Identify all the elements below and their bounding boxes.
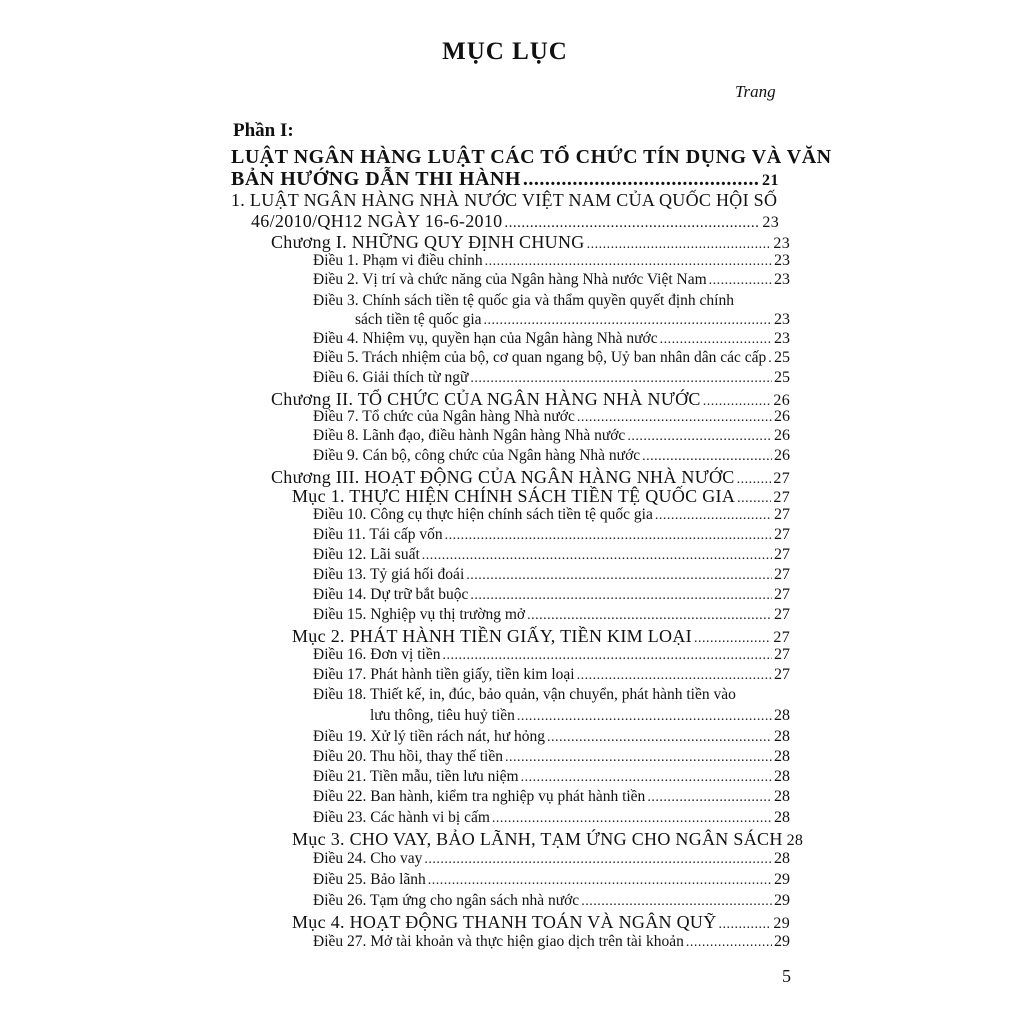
toc-entry[interactable]: [313, 349, 790, 367]
toc-entry-label: Điều 18. Thiết kế, in, đúc, bảo quản, vận chuyển, phát hành tiền vào: [313, 686, 736, 703]
toc-entry-page: 27: [773, 489, 790, 506]
leader-dots: [505, 750, 772, 766]
leader-dots: [660, 332, 772, 348]
toc-entry-page: 28: [774, 788, 790, 805]
toc-entry-page: 28: [774, 809, 790, 826]
leader-dots: [442, 648, 772, 664]
toc-entry-label: Điều 13. Tỷ giá hối đoái: [313, 566, 465, 583]
toc-entry-label: Điều 3. Chính sách tiền tệ quốc gia và thẩm quyền quyết định chính: [313, 292, 734, 309]
toc-entry[interactable]: [313, 427, 790, 445]
toc-entry[interactable]: [313, 447, 790, 465]
toc-entry-label: Điều 7. Tổ chức của Ngân hàng Nhà nước: [313, 408, 575, 425]
toc-entry[interactable]: [292, 486, 790, 507]
toc-entry-label: Điều 1. Phạm vi điều chỉnh: [313, 252, 483, 269]
toc-entry-label: Mục 3. CHO VAY, BẢO LÃNH, TẠM ỨNG CHO NGÂN SÁCH: [292, 829, 783, 849]
toc-entry[interactable]: [313, 546, 790, 564]
part-title-line1: LUẬT NGÂN HÀNG LUẬT CÁC TỔ CHỨC TÍN DỤNG VÀ VĂN: [231, 146, 832, 168]
toc-entry-label: Điều 14. Dự trữ bắt buộc: [313, 586, 469, 603]
toc-entry-page: 27: [774, 566, 790, 583]
leader-dots: [470, 371, 772, 387]
toc-entry-label: Mục 1. THỰC HIỆN CHÍNH SÁCH TIỀN TỆ QUỐC GIA: [292, 486, 736, 506]
leader-dots: [485, 254, 772, 270]
toc-entry-label: Điều 12. Lãi suất: [313, 546, 420, 563]
toc-entry-page: 28: [774, 728, 790, 745]
toc-entry[interactable]: [271, 232, 790, 253]
toc-entry[interactable]: [292, 626, 790, 647]
toc-entry[interactable]: [271, 467, 790, 488]
toc-entry[interactable]: [313, 369, 790, 387]
leader-dots: [422, 548, 772, 564]
leader-dots: [523, 168, 760, 191]
toc-entry[interactable]: [313, 408, 790, 426]
toc-entry-page: 26: [774, 447, 790, 464]
leader-dots: [424, 852, 772, 868]
toc-entry[interactable]: [313, 646, 790, 664]
toc-entry-page: 26: [774, 427, 790, 444]
toc-entry[interactable]: [313, 666, 790, 684]
toc-entry-page: 27: [774, 646, 790, 663]
toc-entry-page: 23: [773, 235, 790, 252]
toc-entry-page: 28: [774, 850, 790, 867]
toc-entry-label: Điều 6. Giải thích từ ngữ: [313, 369, 469, 386]
toc-entry[interactable]: [370, 707, 790, 725]
toc-entry-page: 26: [773, 392, 790, 409]
toc-entry-label: Điều 5. Trách nhiệm của bộ, cơ quan ngang bộ, Uỷ ban nhân dân các cấp: [313, 349, 767, 366]
toc-entry-page: 29: [774, 933, 790, 950]
toc-entry-label: Điều 11. Tái cấp vốn: [313, 526, 443, 543]
page-column-label: Trang: [735, 82, 776, 101]
leader-dots: [504, 215, 760, 232]
toc-entry-page: 25: [774, 369, 790, 386]
toc-entry[interactable]: [313, 566, 790, 584]
toc-entry-label: Mục 2. PHÁT HÀNH TIỀN GIẤY, TIỀN KIM LOẠI: [292, 626, 692, 646]
leader-dots: [647, 790, 772, 806]
leader-dots: [655, 508, 772, 524]
part-label: Phần I:: [233, 120, 294, 141]
leader-dots: [737, 491, 771, 507]
toc-entry-label: Chương I. NHỮNG QUY ĐỊNH CHUNG: [271, 232, 585, 252]
toc-entry[interactable]: [313, 788, 790, 806]
leader-dots: [581, 894, 772, 910]
toc-entry-page: 27: [774, 506, 790, 523]
toc-entry-label: Điều 26. Tạm ứng cho ngân sách nhà nước: [313, 892, 580, 909]
toc-entry[interactable]: [313, 850, 790, 868]
toc-entry-page: 23: [774, 311, 790, 328]
toc-entry[interactable]: [313, 871, 790, 889]
toc-entry[interactable]: [292, 829, 804, 850]
leader-dots: [627, 429, 772, 445]
toc-entry[interactable]: [313, 892, 790, 910]
toc-entry-page: 28: [774, 748, 790, 765]
toc-entry-page: 27: [774, 606, 790, 623]
toc-entry-label: Điều 16. Đơn vị tiền: [313, 646, 441, 663]
toc-entry-page: 23: [774, 271, 790, 288]
section1-line1: 1. LUẬT NGÂN HÀNG NHÀ NƯỚC VIỆT NAM CỦA QUỐC HỘI SỐ: [231, 190, 778, 210]
toc-entry-page: 29: [774, 892, 790, 909]
toc-entry-label: lưu thông, tiêu huỷ tiền: [370, 707, 515, 724]
toc-entry-label: Điều 27. Mở tài khoản và thực hiện giao dịch trên tài khoản: [313, 933, 684, 950]
toc-entry-label: Điều 2. Vị trí và chức năng của Ngân hàng Nhà nước Việt Nam: [313, 271, 707, 288]
toc-entry[interactable]: [355, 311, 790, 329]
toc-entry-label: Điều 17. Phát hành tiền giấy, tiền kim loại: [313, 666, 575, 683]
toc-entry[interactable]: [313, 728, 790, 746]
leader-dots: [577, 410, 772, 426]
toc-entry[interactable]: [313, 768, 790, 786]
leader-dots: [686, 935, 772, 951]
leader-dots: [492, 811, 772, 827]
toc-entry-page: 23: [774, 252, 790, 269]
part-page: 21: [762, 172, 779, 189]
toc-entry-label: Điều 20. Thu hồi, thay thế tiền: [313, 748, 503, 765]
toc-entry-label: Điều 9. Cán bộ, công chức của Ngân hàng Nhà nước: [313, 447, 641, 464]
toc-entry[interactable]: [313, 748, 790, 766]
toc-entry-page: 27: [773, 470, 790, 487]
toc-entry-page: 27: [773, 629, 790, 646]
toc-entry[interactable]: [313, 330, 790, 348]
toc-entry[interactable]: [313, 606, 790, 624]
toc-entry-label: Mục 4. HOẠT ĐỘNG THANH TOÁN VÀ NGÂN QUỸ: [292, 912, 717, 932]
section1-page: 23: [762, 214, 779, 231]
toc-entry-label: Điều 22. Ban hành, kiểm tra nghiệp vụ phát hành tiền: [313, 788, 646, 805]
toc-entry-label: Điều 8. Lãnh đạo, điều hành Ngân hàng Nhà nước: [313, 427, 626, 444]
leader-dots: [709, 273, 772, 289]
toc-entry-label: Điều 19. Xử lý tiền rách nát, hư hỏng: [313, 728, 546, 745]
toc-entry[interactable]: [313, 252, 790, 270]
toc-entry-label: Điều 15. Nghiệp vụ thị trường mở: [313, 606, 526, 623]
toc-entry[interactable]: [313, 809, 790, 827]
toc-entry-page: 28: [774, 707, 790, 724]
toc-entry-page: 25: [774, 349, 790, 366]
toc-entry-label: Điều 4. Nhiệm vụ, quyền hạn của Ngân hàng Nhà nước: [313, 330, 658, 347]
toc-entry[interactable]: [292, 912, 790, 933]
toc-entry[interactable]: [313, 506, 790, 524]
toc-entry-label: Điều 25. Bảo lãnh: [313, 871, 426, 888]
toc-entry-page: 28: [774, 768, 790, 785]
leader-dots: [719, 917, 772, 933]
toc-entry-page: 27: [774, 666, 790, 683]
toc-entry[interactable]: [313, 933, 790, 951]
leader-dots: [587, 237, 772, 253]
leader-dots: [517, 709, 772, 725]
section1-line2: 46/2010/QH12 NGÀY 16-6-2010: [251, 211, 503, 231]
toc-entry-page: 26: [774, 408, 790, 425]
toc-entry-page: 27: [774, 546, 790, 563]
toc-entry-page: 29: [774, 871, 790, 888]
leader-dots: [521, 770, 772, 786]
toc-entry[interactable]: [313, 586, 790, 604]
toc-entry-page: 27: [774, 586, 790, 603]
toc-entry-label: Điều 10. Công cụ thực hiện chính sách tiền tệ quốc gia: [313, 506, 653, 523]
toc-entry-label: Điều 21. Tiền mẫu, tiền lưu niệm: [313, 768, 519, 785]
leader-dots: [428, 873, 772, 889]
page-title: MỤC LỤC: [442, 38, 568, 65]
leader-dots: [642, 449, 772, 465]
leader-dots: [577, 668, 772, 684]
toc-entry-label: sách tiền tệ quốc gia: [355, 311, 482, 328]
leader-dots: [470, 588, 772, 604]
toc-entry-label: Chương II. TỔ CHỨC CỦA NGÂN HÀNG NHÀ NƯỚC: [271, 389, 701, 409]
leader-dots: [694, 631, 771, 647]
toc-entry-label: Chương III. HOẠT ĐỘNG CỦA NGÂN HÀNG NHÀ NƯỚC: [271, 467, 735, 487]
leader-dots: [445, 528, 772, 544]
toc-entry[interactable]: [313, 271, 790, 289]
toc-entry[interactable]: [271, 389, 790, 410]
page-number: 5: [782, 966, 791, 986]
toc-entry-page: 29: [773, 915, 790, 932]
leader-dots: [466, 568, 772, 584]
toc-entry-label: Điều 24. Cho vay: [313, 850, 423, 867]
section1-line2-row: [251, 211, 779, 232]
leader-dots: [484, 313, 772, 329]
toc-entry-label: Điều 23. Các hành vi bị cấm: [313, 809, 490, 826]
leader-dots: [547, 730, 772, 746]
toc-entry-page: 28: [786, 832, 804, 849]
toc-entry[interactable]: [313, 526, 790, 544]
part-title-line2: BẢN HƯỚNG DẪN THI HÀNH: [231, 168, 521, 190]
toc-entry-page: 23: [774, 330, 790, 347]
part-title-line2-row: [231, 168, 779, 191]
leader-dots: [527, 608, 772, 624]
toc-entry-page: 27: [774, 526, 790, 543]
leader-dots: [768, 351, 772, 367]
